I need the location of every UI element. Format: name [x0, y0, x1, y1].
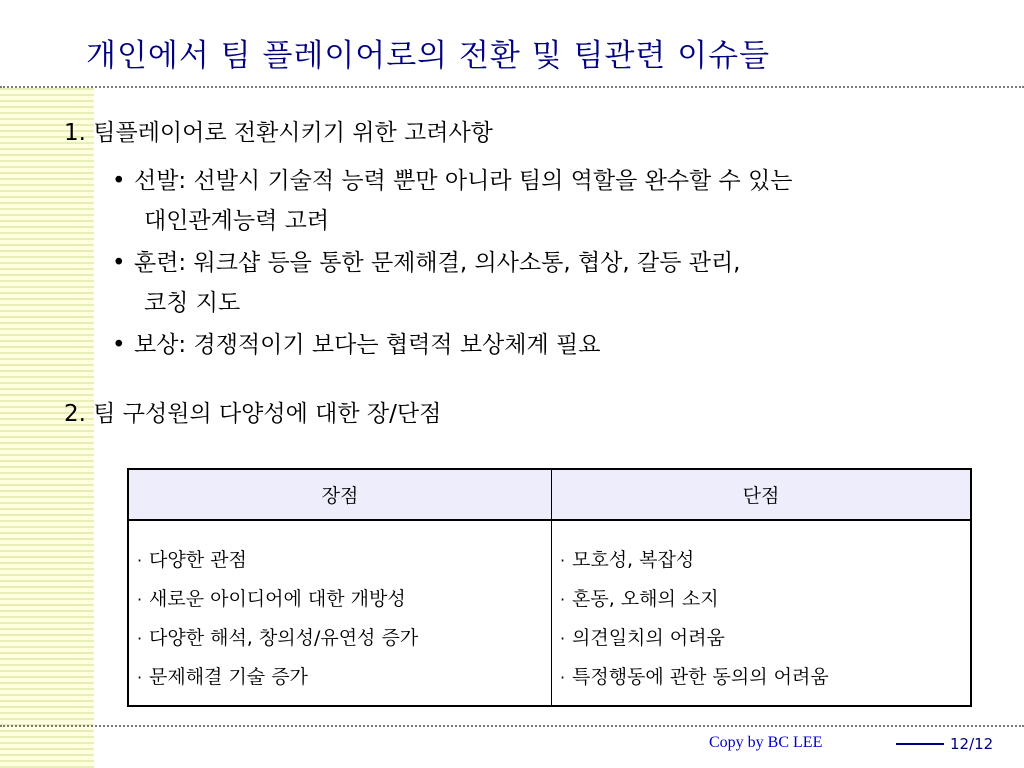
- bullet-dot: •: [112, 250, 126, 276]
- list-item: · 다양한 관점: [137, 549, 247, 571]
- pros-list: [137, 541, 551, 697]
- cons-list: [560, 541, 970, 697]
- list-item: · 문제해결 기술 증가: [137, 666, 308, 688]
- cons-cell: [552, 520, 972, 706]
- bullet-dot: •: [112, 168, 126, 194]
- table-header-pros: 장점: [128, 469, 552, 520]
- bullet-text-continued: 대인관계능력 고려: [144, 208, 330, 234]
- table-header-cons: 단점: [552, 469, 972, 520]
- list-item: · 모호성, 복잡성: [560, 549, 695, 571]
- section-heading-2: 2. 팀 구성원의 다양성에 대한 장/단점: [64, 401, 442, 427]
- list-item: · 새로운 아이디어에 대한 개방성: [137, 588, 406, 610]
- pros-cell: [128, 520, 552, 706]
- footer-copyright: Copy by BC LEE: [709, 734, 823, 751]
- slide-title: 개인에서 팀 플레이어로의 전환 및 팀관련 이슈들: [86, 38, 771, 74]
- decorative-stripe: [0, 88, 94, 768]
- footer-rule: [896, 743, 944, 745]
- footer-divider: [0, 725, 1024, 727]
- page-number: 12/12: [950, 735, 994, 753]
- list-item: · 혼동, 오해의 소지: [560, 588, 719, 610]
- title-divider: [0, 86, 1024, 88]
- bullet-item-reward: [112, 325, 992, 365]
- bullet-dot: •: [112, 332, 126, 358]
- bullet-text-continued: 코칭 지도: [144, 290, 241, 316]
- list-item: · 의견일치의 어려움: [560, 627, 725, 649]
- bullet-item-training: [112, 243, 992, 323]
- bullet-text: 보상: 경쟁적이기 보다는 협력적 보상체계 필요: [134, 332, 601, 358]
- bullet-item-selection: [112, 161, 992, 241]
- bullet-text: 선발: 선발시 기술적 능력 뿐만 아니라 팀의 역할을 완수할 수 있는: [134, 168, 793, 194]
- bullet-text: 훈련: 워크샵 등을 통한 문제해결, 의사소통, 협상, 갈등 관리,: [134, 250, 741, 276]
- list-item: · 다양한 해석, 창의성/유연성 증가: [137, 627, 419, 649]
- section-heading-1: 1. 팀플레이어로 전환시키기 위한 고려사항: [64, 120, 493, 146]
- list-item: · 특정행동에 관한 동의의 어려움: [560, 666, 829, 688]
- pros-cons-table: [127, 468, 972, 707]
